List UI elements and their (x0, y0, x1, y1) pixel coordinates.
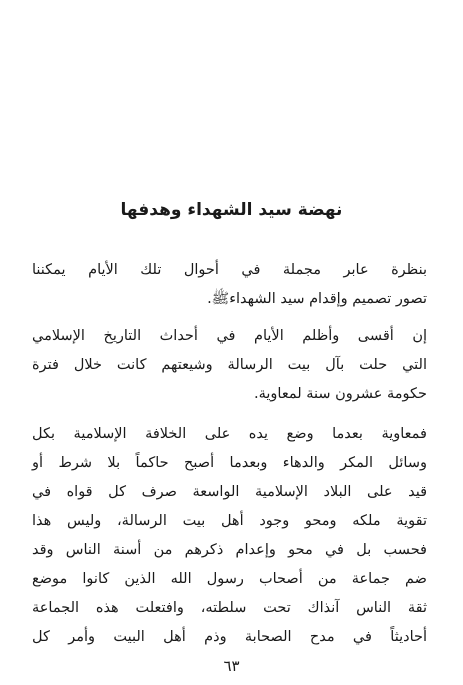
paragraph-2-line-3: حكومة عشرون سنة لمعاوية. (253, 386, 427, 402)
paragraph-3-line-8: أحاديثاً في مدح الصحابة وذم أهل البيت وأمر كل (32, 629, 427, 645)
paragraph-3-line-1: فمعاوية بعدما وضع يده على الخلافة الإسلامية بكل (32, 426, 427, 442)
paragraph-3-line-2: وسائل المكر والدهاء وبعدما أصبح حاكماً بلا شرط أو (32, 455, 427, 471)
paragraph-1-line-2: تصور تصميم وإقدام سيد الشهداءﷺ. (207, 291, 427, 307)
paragraph-2-line-2: التي حلت بآل بيت الرسالة وشيعتهم كانت خلال فترة (32, 357, 427, 373)
paragraph-3-line-4: تقوية ملكه ومحو وجود أهل بيت الرسالة، وليس هذا (32, 513, 427, 529)
page-number: ٦٣ (223, 657, 240, 675)
paragraph-3-line-7: ثقة الناس آنذاك تحت سلطته، وافتعلت هذه الجماعة (32, 600, 427, 616)
chapter-title: نهضة سيد الشهداء وهدفها (120, 200, 343, 220)
paragraph-3-line-6: ضم جماعة من أصحاب رسول الله الذين كانوا موضع (32, 571, 427, 587)
paragraph-1-line-1: بنظرة عابر مجملة في أحوال تلك الأيام يمكننا (32, 262, 427, 278)
paragraph-3-line-3: قيد على البلاد الإسلامية الواسعة صرف كل قواه في (32, 484, 427, 500)
paragraph-2-line-1: إن أقسى وأظلم الأيام في أحداث التاريخ الإسلامي (32, 328, 427, 344)
paragraph-3-line-5: فحسب بل في محو وإعدام ذكرهم من أسنة الناس وقد (32, 542, 427, 558)
